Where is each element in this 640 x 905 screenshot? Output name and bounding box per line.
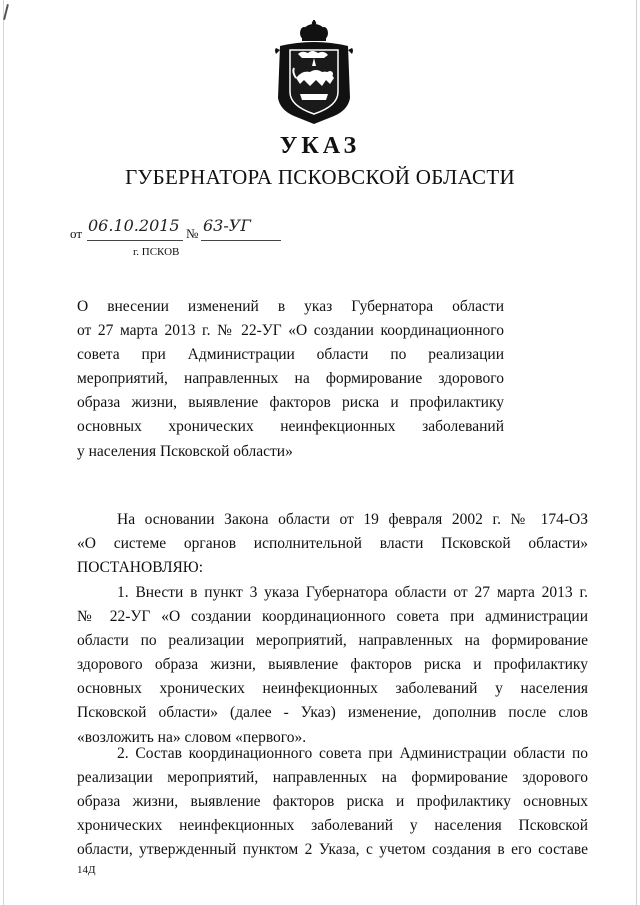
number-handwritten: 63-УГ — [203, 216, 251, 235]
date-from-label: от — [70, 226, 83, 241]
subject-line: от 27 марта 2013 г. № 22-УГ «О создании координационного — [77, 322, 504, 340]
subject-line: образа жизни, выявление факторов риска и профилактику — [77, 394, 504, 412]
item-2-paragraph — [77, 742, 588, 862]
decree-subject — [77, 295, 504, 464]
subject-line: основных хронических неинфекционных заболеваний — [77, 418, 504, 436]
body-line: реализации мероприятий, направленных на формирование здорового — [77, 769, 588, 787]
preamble-paragraph — [77, 508, 588, 580]
item-1-paragraph — [77, 581, 588, 750]
dateline — [70, 216, 290, 242]
pskov-coat-of-arms-icon — [272, 20, 356, 124]
subject-line: О внесении изменений в указ Губернатора области — [77, 298, 504, 315]
body-line: ПОСТАНОВЛЯЮ: — [77, 559, 204, 577]
body-line: «О системе органов исполнительной власти Псковской области» — [77, 535, 588, 553]
decree-title: УКАЗ — [279, 133, 361, 159]
body-line: «возложить на» словом «первого». — [77, 728, 307, 746]
body-line: № 22-УГ «О создании координационного совета при администрации — [77, 608, 588, 626]
date-handwritten: 06.10.2015 — [88, 216, 180, 235]
body-line: 2. Состав координационного совета при Администрации области по — [117, 745, 588, 762]
body-line: На основании Закона области от 19 февраля 2002 г. № 174-ОЗ — [117, 511, 588, 528]
number-label: № — [186, 226, 199, 241]
document-code: 14Д — [77, 864, 96, 876]
body-line: основных хронических неинфекционных заболеваний у населения — [77, 680, 588, 698]
date-underline — [87, 240, 183, 241]
body-line: Псковской области» (далее - Указ) изменение, дополнив после слов — [77, 704, 588, 722]
body-line: области по реализации мероприятий, направленных на формирование — [77, 632, 588, 650]
body-line: 1. Внести в пункт 3 указа Губернатора области от 27 марта 2013 г. — [117, 584, 588, 601]
body-line: здорового образа жизни, выявление факторов риска и профилактику — [77, 656, 588, 674]
body-line: хронических неинфекционных заболеваний у населения Псковской — [77, 817, 588, 835]
subject-line: совета при Администрации области по реализации — [77, 346, 504, 364]
body-line: области, утвержденный пунктом 2 Указа, с учетом создания в его составе — [77, 841, 588, 859]
number-underline — [201, 240, 281, 241]
body-line: образа жизни, выявление факторов риска и профилактику основных — [77, 793, 588, 811]
decree-issuer: ГУБЕРНАТОРА ПСКОВСКОЙ ОБЛАСТИ — [125, 165, 515, 189]
subject-line: мероприятий, направленных на формирование здорового — [77, 370, 504, 388]
city-label: г. ПСКОВ — [133, 246, 180, 258]
subject-line: у населения Псковской области» — [77, 442, 293, 460]
